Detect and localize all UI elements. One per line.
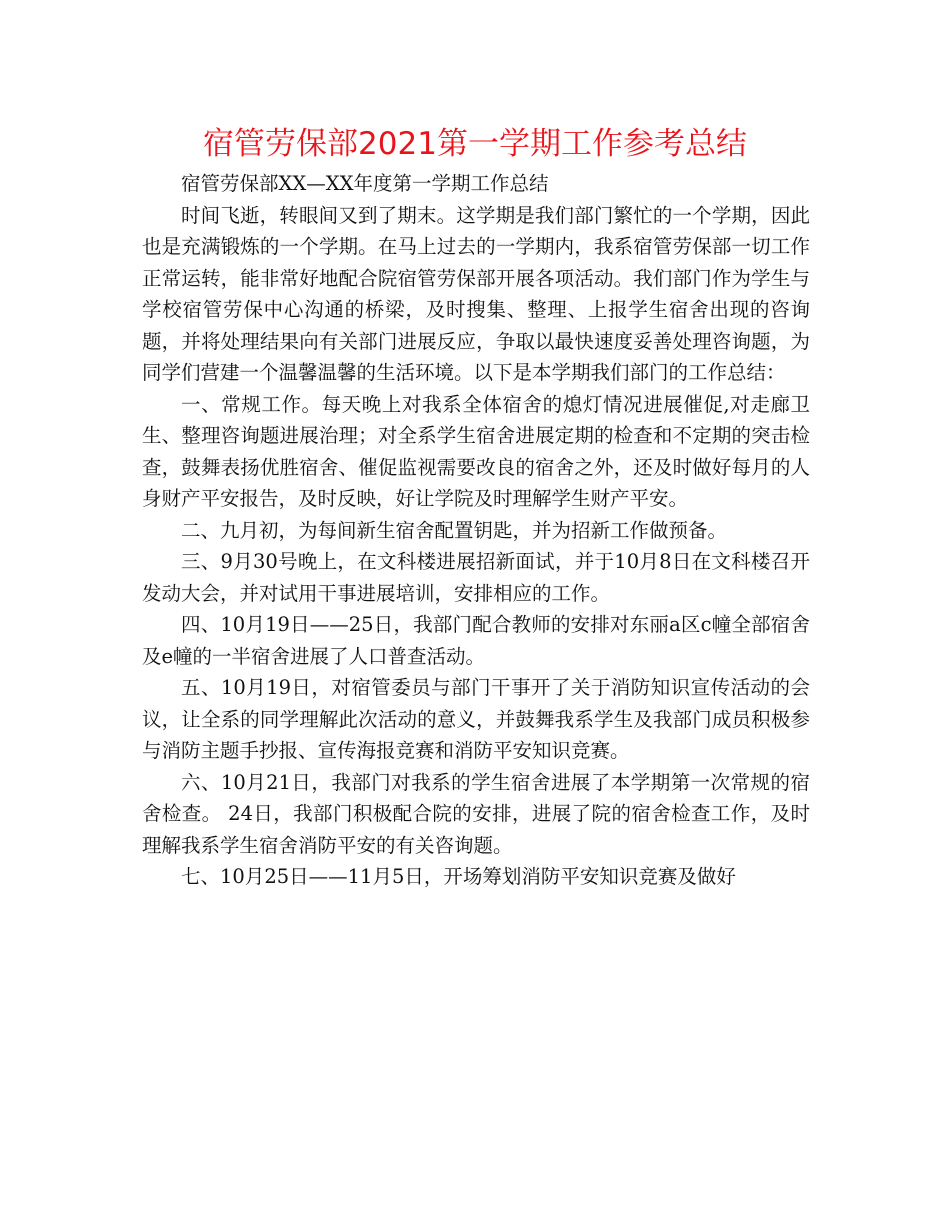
paragraph-item-2: 二、九月初，为每间新生宿舍配置钥匙，并为招新工作做预备。 <box>181 518 728 542</box>
paragraph-intro: 时间飞逝，转眼间又到了期末。这学期是我们部门繁忙的一个学期，因此也是充满锻炼的一个学期。在马上过去的一学期内，我系宿管劳保部一切工作正常运转，能非常好地配合院宿管劳保部开展各项活动。我们部门作为学生与学校宿管劳保中心沟通的桥梁，及时搜集、整理、上报学生宿舍出现的咨询题，并将处理结果向有关部门进展反应，争取以最快速度妥善处理咨询题，为同学们营建一个温馨温馨的生活环境。以下是本学期我们部门的工作总结： <box>142 203 810 384</box>
paragraph-subtitle: 宿管劳保部XX—XX年度第一学期工作总结 <box>181 172 549 195</box>
paragraph-item-5: 五、10月19日，对宿管委员与部门干事开了关于消防知识宣传活动的会议，让全系的同学理解此次活动的意义，并鼓舞我系学生及我部门成员积极参与消防主题手抄报、宣传海报竞赛和消防平安知识竞赛。 <box>142 676 810 762</box>
paragraph-item-7: 七、10月25日——11月5日，开场筹划消防平安知识竞赛及做好 <box>181 865 736 888</box>
paragraph-item-4: 四、10月19日——25日，我部门配合教师的安排对东丽a区c幢全部宿舍及e幢的一半宿舍进展了人口普查活动。 <box>142 613 810 668</box>
paragraph-item-3: 三、9月30号晚上，在文科楼进展招新面试，并于10月8日在文科楼召开发动大会，并对试用干事进展培训，安排相应的工作。 <box>142 550 810 605</box>
document-title: 宿管劳保部2021第一学期工作参考总结 <box>203 126 747 162</box>
document-body <box>142 168 810 893</box>
paragraph-item-1: 一、常规工作。每天晚上对我系全体宿舍的熄灯情况进展催促,对走廊卫生、整理咨询题进展治理；对全系学生宿舍进展定期的检查和不定期的突击检查，鼓舞表扬优胜宿舍、催促监视需要改良的宿舍之外，还及时做好每月的人身财产平安报告，及时反映，好让学院及时理解学生财产平安。 <box>142 392 810 510</box>
paragraph-item-6: 六、10月21日，我部门对我系的学生宿舍进展了本学期第一次常规的宿舍检查。 24日，我部门积极配合院的安排，进展了院的宿舍检查工作，及时理解我系学生宿舍消防平安的有关咨询题。 <box>142 770 810 857</box>
